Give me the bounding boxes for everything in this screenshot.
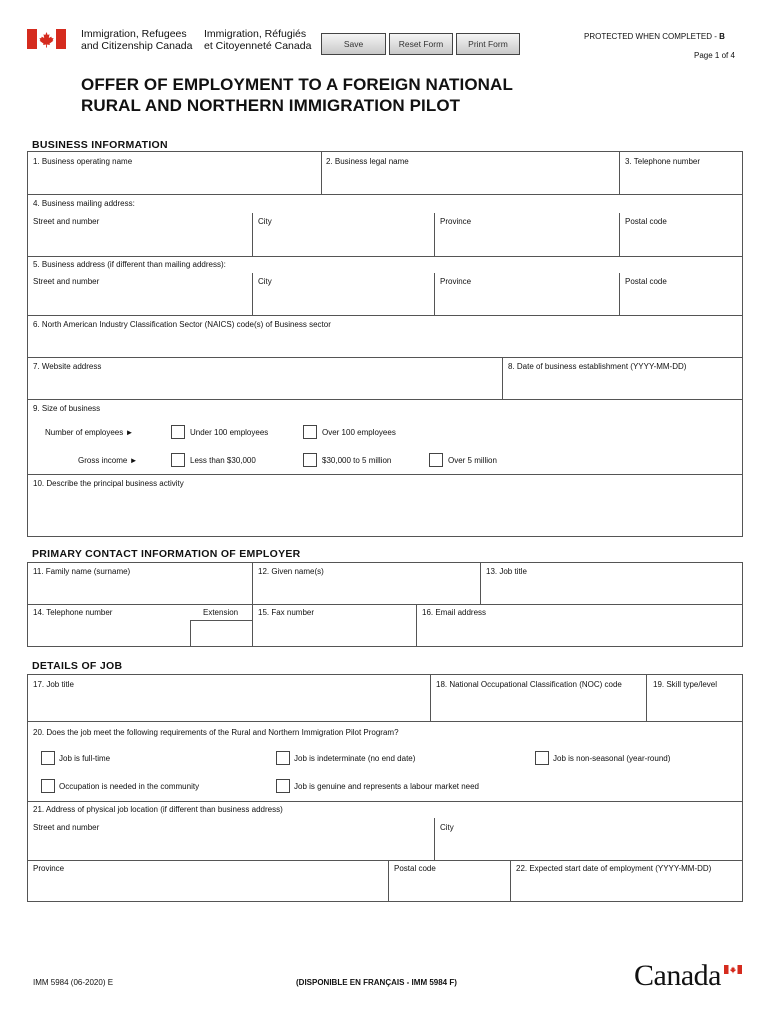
- label-contact-telephone: 14. Telephone number: [33, 608, 113, 617]
- label-30k-5m: $30,000 to 5 million: [322, 456, 392, 465]
- label-contact-job-title: 13. Job title: [486, 567, 527, 576]
- business-city-input[interactable]: [255, 289, 431, 313]
- label-mailing-postal: Postal code: [625, 217, 667, 226]
- label-job-street: Street and number: [33, 823, 100, 832]
- label-start-date: 22. Expected start date of employment (YYYY-MM-DD): [516, 864, 712, 873]
- dept-fr-line2: et Citoyenneté Canada: [204, 40, 312, 52]
- label-program-requirements: 20. Does the job meet the following requirements of the Rural and Northern Immigration Pilot Program?: [33, 728, 399, 737]
- email-input[interactable]: [419, 620, 740, 645]
- canada-wordmark: [634, 958, 744, 994]
- label-over-5m: Over 5 million: [448, 456, 497, 465]
- save-button[interactable]: Save: [321, 33, 386, 55]
- protected-label: PROTECTED WHEN COMPLETED -: [584, 32, 720, 41]
- mailing-province-input[interactable]: [437, 229, 616, 254]
- business-street-input[interactable]: [30, 289, 249, 313]
- label-given-names: 12. Given name(s): [258, 567, 324, 576]
- dept-fr-line1: Immigration, Réfugiés: [204, 28, 307, 40]
- form-identifier: IMM 5984 (06-2020) E: [33, 978, 114, 987]
- protected-notice: [584, 32, 725, 41]
- job-street-input[interactable]: [30, 835, 431, 858]
- french-availability: (DISPONIBLE EN FRANÇAIS - IMM 5984 F): [296, 978, 457, 987]
- dept-name-fr: [204, 28, 311, 52]
- naics-input[interactable]: [30, 332, 740, 355]
- business-province-input[interactable]: [437, 289, 616, 313]
- label-mailing-city: City: [258, 217, 272, 226]
- contact-section-heading: PRIMARY CONTACT INFORMATION OF EMPLOYER: [32, 548, 301, 560]
- label-family-name: 11. Family name (surname): [33, 567, 131, 576]
- label-job-city: City: [440, 823, 454, 832]
- non-seasonal-checkbox[interactable]: [535, 751, 549, 765]
- job-city-input[interactable]: [437, 835, 740, 858]
- contact-telephone-input[interactable]: [30, 620, 187, 645]
- telephone-number-input[interactable]: [622, 168, 740, 192]
- job-province-input[interactable]: [30, 876, 385, 900]
- label-mailing-address: 4. Business mailing address:: [33, 199, 135, 208]
- label-business-city: City: [258, 277, 272, 286]
- label-over-100: Over 100 employees: [322, 428, 396, 437]
- canada-wordmark-text: Canada: [634, 959, 721, 992]
- label-business-legal-name: 2. Business legal name: [326, 157, 409, 166]
- less-30k-checkbox[interactable]: [171, 453, 185, 467]
- genuine-job-checkbox[interactable]: [276, 779, 290, 793]
- label-job-location: 21. Address of physical job location (if different than business address): [33, 805, 283, 814]
- form-title: [81, 74, 513, 116]
- label-business-operating-name: 1. Business operating name: [33, 157, 133, 166]
- principal-activity-input[interactable]: [30, 491, 740, 534]
- label-naics: 6. North American Industry Classification Sector (NAICS) code(s) of Business sector: [33, 320, 331, 329]
- website-input[interactable]: [30, 374, 499, 397]
- label-job-title: 17. Job title: [33, 680, 74, 689]
- title-line2: RURAL AND NORTHERN IMMIGRATION PILOT: [81, 96, 461, 115]
- label-mailing-province: Province: [440, 217, 472, 226]
- job-title-input[interactable]: [30, 692, 427, 719]
- under-100-checkbox[interactable]: [171, 425, 185, 439]
- occupation-needed-checkbox[interactable]: [41, 779, 55, 793]
- label-telephone-number: 3. Telephone number: [625, 157, 701, 166]
- label-job-province: Province: [33, 864, 65, 873]
- protected-level: B: [719, 32, 725, 41]
- 30k-5m-checkbox[interactable]: [303, 453, 317, 467]
- contact-job-title-input[interactable]: [483, 579, 740, 602]
- label-full-time: Job is full-time: [59, 754, 111, 763]
- label-business-postal: Postal code: [625, 277, 667, 286]
- mailing-city-input[interactable]: [255, 229, 431, 254]
- page-number: Page 1 of 4: [694, 51, 735, 60]
- extension-input[interactable]: [193, 622, 250, 645]
- label-indeterminate: Job is indeterminate (no end date): [294, 754, 416, 763]
- business-postal-input[interactable]: [622, 289, 740, 313]
- over-100-checkbox[interactable]: [303, 425, 317, 439]
- canada-flag-icon: [27, 29, 66, 49]
- wordmark-flag-icon: [724, 965, 742, 974]
- establishment-date-input[interactable]: [505, 374, 740, 397]
- noc-code-input[interactable]: [433, 692, 643, 719]
- label-noc-code: 18. National Occupational Classification (NOC) code: [436, 680, 622, 689]
- business-section-heading: BUSINESS INFORMATION: [32, 139, 168, 151]
- label-fax: 15. Fax number: [258, 608, 315, 617]
- label-non-seasonal: Job is non-seasonal (year-round): [553, 754, 671, 763]
- label-principal-activity: 10. Describe the principal business activity: [33, 479, 184, 488]
- label-under-100: Under 100 employees: [190, 428, 269, 437]
- job-postal-input[interactable]: [391, 876, 507, 900]
- label-job-postal: Postal code: [394, 864, 436, 873]
- dept-en-line1: Immigration, Refugees: [81, 28, 187, 40]
- business-legal-name-input[interactable]: [324, 168, 616, 192]
- print-form-button[interactable]: Print Form: [456, 33, 520, 55]
- dept-en-line2: and Citizenship Canada: [81, 40, 193, 52]
- label-extension: Extension: [203, 608, 239, 617]
- label-genuine-job: Job is genuine and represents a labour market need: [294, 782, 480, 791]
- label-business-street: Street and number: [33, 277, 100, 286]
- start-date-input[interactable]: [513, 876, 740, 900]
- indeterminate-checkbox[interactable]: [276, 751, 290, 765]
- label-occupation-needed: Occupation is needed in the community: [59, 782, 200, 791]
- family-name-input[interactable]: [30, 579, 249, 602]
- reset-form-button[interactable]: Reset Form: [389, 33, 453, 55]
- dept-name-en: [81, 28, 193, 52]
- given-names-input[interactable]: [255, 579, 477, 602]
- label-website: 7. Website address: [33, 362, 102, 371]
- mailing-postal-input[interactable]: [622, 229, 740, 254]
- label-establishment-date: 8. Date of business establishment (YYYY-MM-DD): [508, 362, 687, 371]
- label-mailing-street: Street and number: [33, 217, 100, 226]
- full-time-checkbox[interactable]: [41, 751, 55, 765]
- label-number-of-employees: Number of employees ►: [45, 428, 134, 437]
- over-5m-checkbox[interactable]: [429, 453, 443, 467]
- label-business-address: 5. Business address (if different than mailing address):: [33, 260, 226, 269]
- title-line1: OFFER OF EMPLOYMENT TO A FOREIGN NATIONAL: [81, 75, 513, 94]
- fax-input[interactable]: [255, 620, 413, 645]
- label-less-30k: Less than $30,000: [190, 456, 256, 465]
- job-section-heading: DETAILS OF JOB: [32, 660, 123, 672]
- label-gross-income: Gross income ►: [78, 456, 138, 465]
- skill-type-input[interactable]: [649, 692, 740, 719]
- business-operating-name-input[interactable]: [30, 168, 318, 192]
- label-size-of-business: 9. Size of business: [33, 404, 101, 413]
- mailing-street-input[interactable]: [30, 229, 249, 254]
- label-business-province: Province: [440, 277, 472, 286]
- label-email: 16. Email address: [422, 608, 487, 617]
- label-skill-type: 19. Skill type/level: [653, 680, 718, 689]
